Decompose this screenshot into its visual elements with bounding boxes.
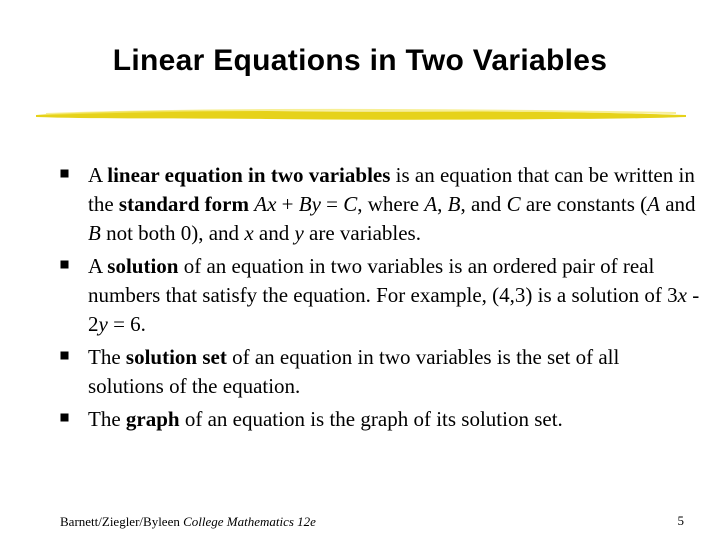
math-variable: y: [98, 312, 108, 336]
slide-title: Linear Equations in Two Variables: [112, 44, 608, 77]
bullet-text: of an equation is the graph of its solution set.: [179, 407, 563, 431]
bullet-text: ,: [437, 192, 448, 216]
bullet-text: +: [276, 192, 299, 216]
math-variable: B: [88, 221, 101, 245]
bullet-text: A: [88, 254, 108, 278]
bullet-text: , where: [357, 192, 425, 216]
math-variable: C: [343, 192, 358, 216]
footer-authors: Barnett/Ziegler/Byleen: [60, 514, 184, 529]
footer-book-title: College Mathematics 12e: [183, 514, 316, 529]
bullet-text: are variables.: [303, 221, 421, 245]
math-variable: B: [447, 192, 461, 216]
bullet-text: not both 0), and: [100, 221, 245, 245]
bullet-text: , and: [460, 192, 507, 216]
square-bullet-icon: [60, 169, 69, 178]
bullet-text: =: [320, 192, 344, 216]
title-underline-stroke: [36, 104, 686, 124]
math-variable: y: [294, 221, 304, 245]
math-variable: C: [506, 192, 521, 216]
bullet-text: are constants (: [520, 192, 648, 216]
math-variable: By: [298, 192, 321, 216]
math-variable: x: [244, 221, 254, 245]
bullet-text: - 2: [88, 283, 700, 336]
bullet-text: and: [659, 192, 696, 216]
bullet-item: [60, 161, 700, 248]
square-bullet-icon: [60, 413, 69, 422]
bullet-text: of an equation in two variables is the set of all solutions of the equation.: [88, 345, 620, 398]
bullet-item: [60, 343, 700, 401]
bullet-item: [60, 405, 700, 434]
bullet-text: is an equation that can be written in the: [88, 163, 695, 216]
math-variable: A: [647, 192, 660, 216]
bullet-text: and: [253, 221, 295, 245]
bold-term: graph: [125, 407, 180, 431]
math-variable: x: [677, 283, 687, 307]
bullet-item: [60, 252, 700, 339]
bold-term: linear equation in two variables: [107, 163, 391, 187]
bold-term: standard form: [118, 192, 249, 216]
bold-term: solution set: [125, 345, 227, 369]
square-bullet-icon: [60, 351, 69, 360]
slide-page-number: 5: [677, 513, 684, 528]
bullet-text: A: [88, 163, 108, 187]
bullet-text: of an equation in two variables is an ordered pair of real numbers that satisfy the equation. For example, (4,3) is a solution of 3: [88, 254, 678, 307]
bold-term: solution: [107, 254, 179, 278]
bullet-text: = 6.: [107, 312, 146, 336]
math-variable: A: [424, 192, 438, 216]
bullet-list: [60, 161, 700, 438]
bullet-text: The: [88, 345, 126, 369]
footer-citation: [60, 514, 316, 530]
math-variable: Ax: [254, 192, 277, 216]
square-bullet-icon: [60, 260, 69, 269]
bullet-text: The: [88, 407, 126, 431]
